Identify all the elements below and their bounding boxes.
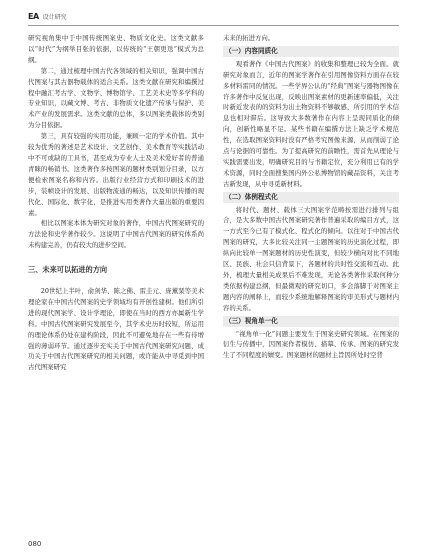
- journal-logo: EA: [28, 11, 39, 21]
- subsection-heading: （二）体例程式化: [223, 192, 399, 203]
- paragraph: 第三，具有较强的实用功能，兼顾一定的学术价值。其中较为优秀的著述是艺术设计、文艺创作、美术教育等实践活动中不可或缺的工具书，甚至成为专业人士及美术爱好者的普通青睐的畅销书。这类著作多按图案的题材类别划分目录，以方便检索图案名称和内容。出版行业经营方式和印刷技术的进步，装帧设计的发展、出版物流通的畅达，以及知识传播的现代化、国际化、数字化，是推进实用类著作大量出版的重要因素。: [28, 132, 204, 217]
- paragraph: 相比以图案本体为研究对象的著作，中国古代图案研究的方法论和史学著作较少。这说明了中国古代图案的研究体系尚未构建完善，仍有较大的进步空间。: [28, 219, 204, 250]
- paragraph: 第二，通过梳理中国古代各领域的相关知识，强调中国古代图案与其古器物载体的适合关系。这类文献在研究和编撰过程中融汇考古学、文物学、博物馆学、工艺美术史等多学科的专业知识，以藏文博、考古、非物质文化遗产传承与保护、美术产业的发展需求。这类文献的总体，多以图案类载体的类别为分目依据。: [28, 66, 204, 130]
- right-column: [223, 33, 399, 361]
- subsection-heading: （三）视角单一化: [223, 316, 399, 327]
- page-number: 080: [28, 540, 42, 548]
- paragraph: 研究视角集中于中国传统图案史、物质文化史。这类文献多以“时代”为纲举目张的依据，以传统的“王朝更迭”模式为总纲。: [28, 34, 204, 64]
- paragraph: 未来的拓进方向。: [223, 34, 275, 42]
- left-column: [28, 33, 204, 373]
- section-heading: 三、未来可以拓进的方向: [28, 265, 108, 275]
- subsection-heading: （一）内容同质化: [223, 46, 399, 57]
- journal-section-title: 设计研究: [42, 13, 67, 21]
- header-divider: [28, 25, 399, 26]
- paragraph: “视角单一化”问题主要发生于图案史研究领域。在图案的衍生与传播中，因图案作者模仿、描摹、传承、图案的研究发生了不同程度的嬗变。图案题材的题材主旨因所处时空背: [223, 329, 399, 360]
- paragraph: 20世纪上半叶，俞剑华、陈之佛、雷圭元、庞薰琹等美术理论家在中国古代图案的史学领域均有开创性建树。他们所引进的现代图案学、设计学理论，即使在当时的西方亦属新生学科。中国古代图案研究发展至今，其学术史历时较短，所运用的理论体系仍处在建构阶段，因此不可避免地存在一些有待增强的薄弱环节。通过逐步充实关于中国古代图案研究问题、成功关于中国古代图案研究的相关问题，或许能从中寻觅到中国古代图案研究: [28, 287, 204, 372]
- paragraph: 观看著作《中国古代图案》的收集和整理已较为全面。就研究对象而言，近年的图案学著作在引用图像资料方面存在较多材料雷同的情况。一些学界公认的“经典”图案与器物图像在许多著作中反复出现，反映出图案素材的更新速率偏低，关注时新近发表的的资料为出土物资料不够敏感，所引用的学术信息也相对滞后。这导致大多数著作在内容上呈现同质化的倾向，创新性略显不足。某些书籍在编撰方法上缺乏学术规范性，在选取图案资料时没有严格考究图像来源，从而削弱了论点与论据的可靠性。为了提高研究的前瞻性，需首先从理论与实践需要出发，明确研究目的与书籍定位，充分利用已有的学术资源，同时全面搜集国内外公私博物馆的藏品资料，关注考古新发现，从中寻觅新材料。: [223, 59, 399, 188]
- running-header: [28, 10, 67, 22]
- paragraph: 将时代、题材、载体三大图案学范畴按需进行排列与组合，是大多数中国古代图案研究著作普遍采取的编目方式，这一方式至今已有了模式化、程式化的倾向。以往对于中国古代图案的研究，大多比较关注同一主题图案的历史演化过程，即纵向比较单一图案题材的历史性演变，但较少横向对比不同地区、民族、社会只信背景下，各题材的共时性交流和互动。此外，梳理大量相关成果后不难发现，无论各类著作采取何种分类依据构建总纲，但最微观的研究切口，多会落脚于对图案主题内容的阐释上，而较少系统地解释图案的审美形式与题材内容的关系。: [223, 205, 399, 312]
